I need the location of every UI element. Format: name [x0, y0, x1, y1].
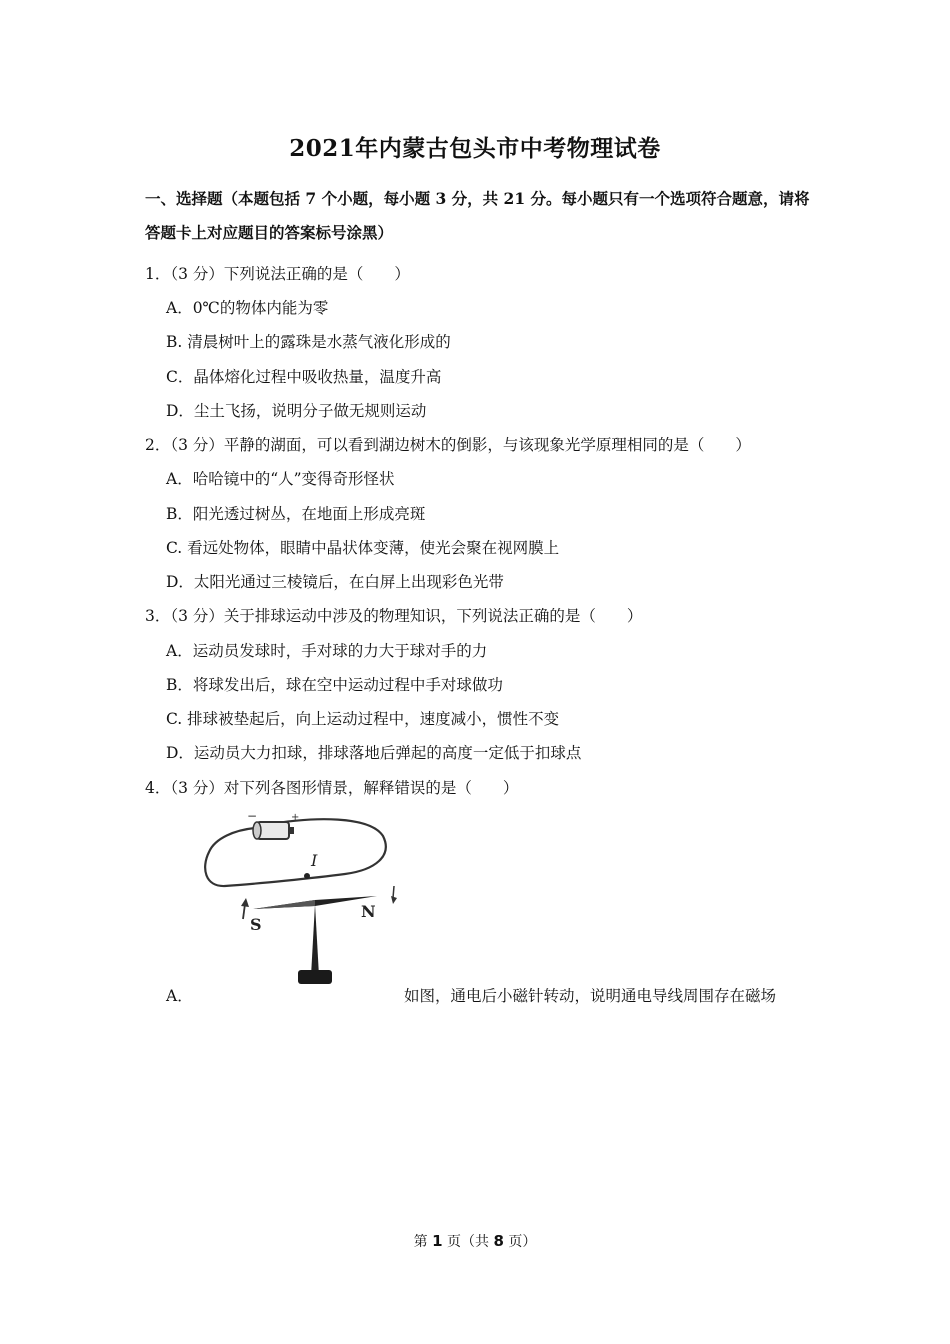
footer-page-number: 1: [432, 1232, 443, 1250]
page-title: 2021年内蒙古包头市中考物理试卷: [289, 135, 661, 162]
section-heading-line-1: 一、选择题（本题包括 7 个小题，每小题 3 分，共 21 分。每小题只有一个选项符合题意，请将: [145, 189, 810, 208]
question-1-option-d: D．尘土飞扬，说明分子做无规则运动: [166, 402, 427, 420]
section-heading-line-2: 答题卡上对应题目的答案标号涂黑）: [145, 223, 394, 242]
question-4-stem: 4．（3 分）对下列各图形情景，解释错误的是（ ）: [145, 779, 519, 797]
compass-stand: [311, 904, 319, 976]
footer-prefix: 第: [413, 1234, 433, 1250]
rotation-arrow-right: [393, 886, 394, 898]
question-3-option-a: A．运动员发球时，手对球的力大于球对手的力: [166, 642, 488, 660]
question-4-option-a-label: A．: [166, 987, 193, 1005]
compass-base: [298, 970, 332, 984]
question-3-option-d: D．运动员大力扣球，排球落地后弹起的高度一定低于扣球点: [166, 744, 582, 762]
current-label: I: [311, 851, 318, 870]
question-1-option-c: C．晶体熔化过程中吸收热量，温度升高: [166, 368, 442, 386]
south-pole-label: S: [250, 915, 262, 934]
wire-loop: [205, 819, 386, 886]
battery-plus-label: +: [291, 812, 300, 823]
page-footer: [0, 1231, 950, 1251]
question-3-stem: 3．（3 分）关于排球运动中涉及的物理知识，下列说法正确的是（ ）: [145, 607, 643, 625]
question-3-option-b: B．将球发出后，球在空中运动过程中手对球做功: [166, 676, 503, 694]
question-4-option-a-text: 如图，通电后小磁针转动，说明通电导线周围存在磁场: [404, 987, 777, 1005]
footer-total-pages: 8: [493, 1232, 504, 1250]
question-1-option-b: B. 清晨树叶上的露珠是水蒸气液化形成的: [166, 333, 451, 351]
question-2-option-d: D．太阳光通过三棱镜后，在白屏上出现彩色光带: [166, 573, 504, 591]
footer-suffix: 页）: [503, 1234, 537, 1250]
question-1-option-a: A．0℃的物体内能为零: [166, 299, 329, 317]
question-3-option-c: C. 排球被垫起后，向上运动过程中，速度减小，惯性不变: [166, 710, 560, 728]
section-heading: [145, 182, 825, 250]
question-2-stem: 2．（3 分）平静的湖面，可以看到湖边树木的倒影，与该现象光学原理相同的是（ ）: [145, 436, 751, 454]
battery-minus-label: −: [247, 809, 258, 823]
question-2-option-b: B．阳光透过树丛，在地面上形成亮斑: [166, 505, 426, 523]
question-2-option-a: A．哈哈镜中的“人”变得奇形怪状: [166, 470, 395, 488]
oersted-experiment-figure: [195, 808, 405, 993]
north-pole-label: N: [361, 902, 376, 921]
battery-icon: [253, 822, 294, 839]
question-1-stem: 1．（3 分）下列说法正确的是（ ）: [145, 265, 410, 283]
footer-middle: 页（共: [442, 1234, 494, 1250]
wire-point: [304, 873, 310, 879]
compass-wire-illustration: [195, 808, 405, 993]
question-2-option-c: C. 看远处物体，眼睛中晶状体变薄，使光会聚在视网膜上: [166, 539, 560, 557]
